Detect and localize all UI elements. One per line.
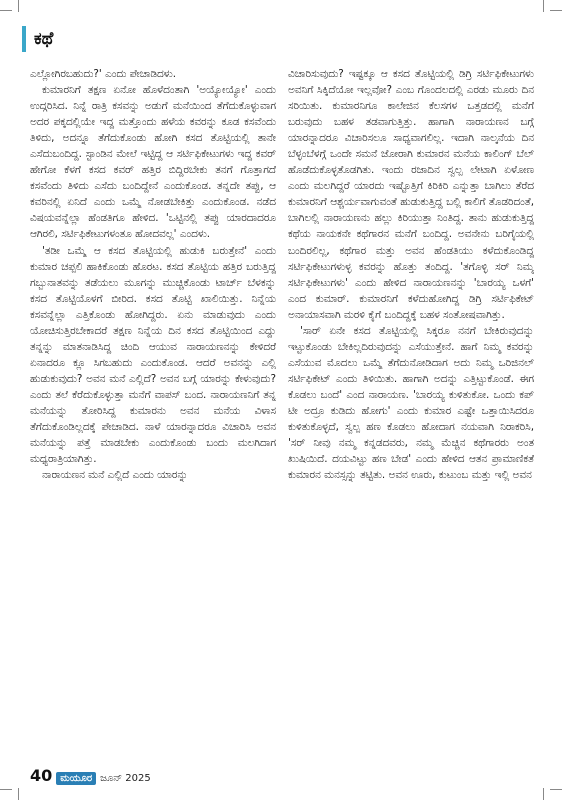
paragraph: 'ಸಾರ್ ಏನೇ ಕಸದ ತೊಟ್ಟಿಯಲ್ಲಿ ಸಿಕ್ಕರೂ ನನಗೆ ಬೇಕಿರುವುದನ್ನು ಇಟ್ಟುಕೊಂಡು ಬೇಕಿಲ್ಲದಿರುವುದನ್ನು ಎಸೆಯುತ್ತೇನೆ. ಹಾಗೆ ನಿಮ್ಮ ಕವರನ್ನು ಎಸೆಯುವ ಮೊದಲು ಒಮ್ಮೆ ತೆಗೆದುನೋಡಿದಾಗ ಅದು ನಿಮ್ಮ ಒರಿಜಿನಲ್ ಸರ್ಟಿಫಿಕೇಟ್ ಎಂದು ತಿಳಿಯಿತು. ಹಾಗಾಗಿ ಅದನ್ನು ಎತ್ತಿಟ್ಟುಕೊಂಡೆ. ಈಗ ಕೊಡಲು ಬಂದೆ' ಎಂದ ನಾರಾಯಣ. 'ಬಾರಯ್ಯ ಕುಳಿತುಕೋ. ಒಂದು ಕಪ್ ಟೀ ಅದ್ರೂ ಕುಡಿದು ಹೋಗು' ಎಂದು ಕುಮಾರ ಎಷ್ಟೇ ಒತ್ತಾಯಿಸಿದರೂ ಕುಳಿತುಕೊಳ್ಳದೆ, ಸ್ವಲ್ಪ ಹಣ ಕೊಡಲು ಹೋದಾಗ ನಯವಾಗಿ ನಿರಾಕರಿಸಿ, 'ಸರ್ ನೀವು ನಮ್ಮ ಕನ್ನಡದವರು, ನಮ್ಮ ಮೆಚ್ಚಿನ ಕಥೆಗಾರರು ಅಂತ ಖುಷಿಯಿದೆ. ದಯವಿಟ್ಟು ಹಣ ಬೇಡ' ಎಂದು ಹೇಳಿದ ಆತನ ಪ್ರಾಮಾಣಿಕತೆ ಕುಮಾರನ ಮನಸ್ಸನ್ನು ತಟ್ಟಿತು. ಅವನ ಊರು, ಕುಟುಂಬ ಮತ್ತು ಇಲ್ಲಿ ಅವನ (288, 324, 534, 482)
section-header (22, 26, 53, 52)
paragraph: ವಿಚಾರಿಸುವುದು? ಇಷ್ಟಕ್ಕೂ ಆ ಕಸದ ತೊಟ್ಟಿಯಲ್ಲಿ ಡಿಗ್ರಿ ಸರ್ಟಿಫಿಕೇಟುಗಳು ಅವನಿಗೆ ಸಿಕ್ಕಿದೆಯೋ ಇಲ್ಲವೋ? ಎಂಬ ಗೊಂದಲದಲ್ಲಿ ಎರಡು ಮೂರು ದಿನ ಸರಿಯಿತು. ಕುಮಾರನಿಗೂ ಕಾಲೇಜಿನ ಕೆಲಸಗಳ ಒತ್ತಡದಲ್ಲಿ ಮನೆಗೆ ಬರುವುದು ಬಹಳ ತಡವಾಗುತ್ತಿತ್ತು. ಹಾಗಾಗಿ ನಾರಾಯಣನ ಬಗ್ಗೆ ಯಾರನ್ನಾದರೂ ವಿಚಾರಿಸಲೂ ಸಾಧ್ಯವಾಗಲಿಲ್ಲ. ಇದಾಗಿ ನಾಲ್ಕನೆಯ ದಿನ ಬೆಳ್ಳಂಬೆಳಗ್ಗೆ ಒಂದೇ ಸಮನೆ ಜೋರಾಗಿ ಕುಮಾರನ ಮನೆಯ ಕಾಲಿಂಗ್ ಬೆಲ್ ಹೊಡೆದುಕೊಳ್ಳತೊಡಗಿತು. ಇಂದು ರಜಾದಿನ ಸ್ವಲ್ಪ ಲೇಟಾಗಿ ಏಳೋಣ ಎಂದು ಮಲಗಿದ್ದರೆ ಯಾರದು ಇಷ್ಟೊತ್ತಿಗೆ ಕಿರಿಕಿರಿ ಎನ್ನುತ್ತಾ ಬಾಗಿಲು ತೆರೆದ ಕುಮಾರನಿಗೆ ಆಶ್ಚರ್ಯವಾಗುವಂತೆ ಹುಡುಕುತ್ತಿದ್ದ ಬಲ್ಲಿ ಕಾಲಿಗೆ ತೊಡರಿದಂತೆ, ಬಾಗಿಲಲ್ಲಿ ನಾರಾಯಣನು ಹಲ್ಲು ಕಿರಿಯುತ್ತಾ ನಿಂತಿದ್ದ. ತಾನು ಹುಡುಕುತ್ತಿದ್ದ ಕಥೆಯ ನಾಯಕನೇ ಕಥೆಗಾರನ ಮನೆಗೆ ಬಂದಿದ್ದ. ಅವನೇನು ಬರಿಗೈಯಲ್ಲಿ ಬಂದಿರಲಿಲ್ಲ, ಕಥೆಗಾರ ಮತ್ತು ಅವನ ಹೆಂಡತಿಯು ಕಳೆದುಕೊಂಡಿದ್ದ ಸರ್ಟಿಫಿಕೇಟುಗಳುಳ್ಳ ಕವರನ್ನು ಹೊತ್ತು ತಂದಿದ್ದ. 'ತಗೊಳ್ಳಿ ಸರ್ ನಿಮ್ಮ ಸರ್ಟಿಫಿಕೇಟುಗಳು' ಎಂದು ಹೇಳಿದ ನಾರಾಯಣನನ್ನು 'ಬಾರಯ್ಯ ಒಳಗೆ' ಎಂದ ಕುಮಾರ್. ಕುಮಾರನಿಗೆ ಕಳೆದುಹೋಗಿದ್ದ ಡಿಗ್ರಿ ಸರ್ಟಿಫಿಕೇಟ್ ಅನಾಯಾಸವಾಗಿ ಮರಳಿ ಕೈಗೆ ಬಂದಿದ್ದಕ್ಕೆ ಬಹಳ ಸಂತೋಷವಾಗಿತ್ತು. (288, 68, 534, 321)
crop-mark (0, 10, 12, 11)
page-footer (30, 766, 151, 785)
paragraph: ನಾರಾಯಣನ ಮನೆ ಎಲ್ಲಿದೆ ಎಂದು ಯಾರನ್ನು (42, 469, 188, 482)
crop-mark (550, 10, 562, 11)
section-label: ಕಥೆ (34, 29, 54, 49)
right-column (288, 66, 534, 756)
paragraph: ಕುಮಾರನಿಗೆ ತಕ್ಷಣ ಏನೋ ಹೊಳೆದಂತಾಗಿ 'ಅಯ್ಯೋಯ್ಯೋ' ಎಂದು ಉದ್ಗರಿಸಿದ. ನಿನ್ನೆ ರಾತ್ರಿ ಕಸವನ್ನು ಅಡುಗೆ ಮನೆಯಿಂದ ತೆಗೆದುಕೊಳ್ಳುವಾಗ ಅದರ ಪಕ್ಕದಲ್ಲಿಯೇ ಇದ್ದ ಮತ್ತೊಂದು ಹಳೆಯ ಕವರನ್ನು ಕೂಡ ಕಸವೆಂದು ತಿಳಿದು, ಅದನ್ನೂ ತೆಗೆದುಕೊಂಡು ಹೋಗಿ ಕಸದ ತೊಟ್ಟಿಯಲ್ಲಿ ತಾನೇ ಎಸೆದುಬಂದಿದ್ದ. ಸ್ಟಾಂಡಿನ ಮೇಲೆ ಇಟ್ಟಿದ್ದ ಆ ಸರ್ಟಿಫಿಕೇಟುಗಳು ಇದ್ದ ಕವರ್ ಹೇಗೋ ಕೆಳಗೆ ಕಸದ ಕವರ್ ಹತ್ತಿರ ಬಿದ್ದಿರಬೇಕು ತನಗೆ ಗೊತ್ತಾಗದೆ ಕಸವೆಂದು ತಿಳಿದು ಎಸೆದು ಬಂದಿದ್ದೇನೆ ಎಂದುಕೊಂಡ. ತನ್ನದೇ ತಪ್ಪು, ಆ ಕವರಿನಲ್ಲಿ ಏನಿದೆ ಎಂದು ಒಮ್ಮೆ ನೋಡಬೇಕಿತ್ತು ಎಂದುಕೊಂಡ. ನಡೆದ ವಿಷಯವನ್ನೆಲ್ಲಾ ಹೆಂಡತಿಗೂ ಹೇಳಿದ. 'ಒಟ್ಟಿನಲ್ಲಿ ತಪ್ಪು ಯಾರದಾದರೂ ಆಗಿರಲಿ, ಸರ್ಟಿಫಿಕೇಟುಗಳಂತೂ ಹೋದವಲ್ಲ' ಎಂದಳು. (30, 84, 276, 241)
page-number: 40 (30, 766, 53, 785)
magazine-logo: ಮಯೂರ (56, 772, 96, 785)
paragraph: 'ತಡೀ ಒಮ್ಮೆ ಆ ಕಸದ ತೊಟ್ಟಿಯಲ್ಲಿ ಹುಡುಕಿ ಬರುತ್ತೇನೆ' ಎಂದು ಕುಮಾರ ಚಪ್ಪಲಿ ಹಾಕಿಕೊಂಡು ಹೊರಟ. ಕಸದ ತೊಟ್ಟಿಯ ಹತ್ತಿರ ಬರುತ್ತಿದ್ದ ಗಬ್ಬುನಾತವನ್ನು ತಡೆಯಲು ಮೂಗನ್ನು ಮುಚ್ಚಿಕೊಂಡು ಟಾರ್ಚ್ ಬೆಳಕನ್ನು ಕಸದ ತೊಟ್ಟಿಯೊಳಗೆ ಬೀರಿದ. ಕಸದ ತೊಟ್ಟಿ ಖಾಲಿಯಿತ್ತು. ನಿನ್ನೆಯ ಕಸವನ್ನೆಲ್ಲಾ ಎತ್ತಿಕೊಂಡು ಹೋಗಿದ್ದರು. ಏನು ಮಾಡುವುದು ಎಂದು ಯೋಚಿಸುತ್ತಿರಬೇಕಾದರೆ ತಕ್ಷಣ ನಿನ್ನೆಯ ದಿನ ಕಸದ ತೊಟ್ಟಿಯಿಂದ ಎದ್ದು ತನ್ನನ್ನು ಮಾತನಾಡಿಸಿದ್ದ ಚಿಂದಿ ಆಯುವ ನಾರಾಯಣನನ್ನು ಕೇಳಿದರೆ ಏನಾದರೂ ಕ್ಲೂ ಸಿಗಬಹುದು ಎಂದುಕೊಂಡ. ಆದರೆ ಅವನನ್ನು ಎಲ್ಲಿ ಹುಡುಕುವುದು? ಅವನ ಮನೆ ಎಲ್ಲಿದೆ? ಅವನ ಬಗ್ಗೆ ಯಾರನ್ನು ಕೇಳುವುದು? ಎಂದು ತಲೆ ಕೆರೆದುಕೊಳ್ಳುತ್ತಾ ಮನೆಗೆ ವಾಪಸ್ ಬಂದ. ನಾರಾಯಣನಿಗೆ ತನ್ನ ಮನೆಯನ್ನು ತೋರಿಸಿದ್ದ ಕುಮಾರನು ಅವನ ಮನೆಯ ವಿಳಾಸ ತೆಗೆದುಕೊಂಡಿಲ್ಲದಕ್ಕೆ ಪೇಚಾಡಿದ. ನಾಳೆ ಯಾರನ್ನಾದರೂ ವಿಚಾರಿಸಿ ಅವನ ಮನೆಯನ್ನು ಪತ್ತೆ ಮಾಡಬೇಕು ಎಂದುಕೊಂಡು ಬಂದು ಮಲಗಿದಾಗ ಮಧ್ಯರಾತ್ರಿಯಾಗಿತ್ತು. (30, 244, 276, 466)
crop-mark (550, 789, 562, 790)
crop-mark (0, 789, 12, 790)
issue-date: ಜೂನ್ 2025 (100, 773, 151, 784)
article-body (30, 66, 534, 756)
left-column (30, 66, 276, 756)
paragraph: ಎಲ್ಲೋಗಿರಬಹುದು?' ಎಂದು ಪೇಚಾಡಿದಳು. (30, 68, 177, 80)
section-accent-bar (22, 26, 26, 52)
